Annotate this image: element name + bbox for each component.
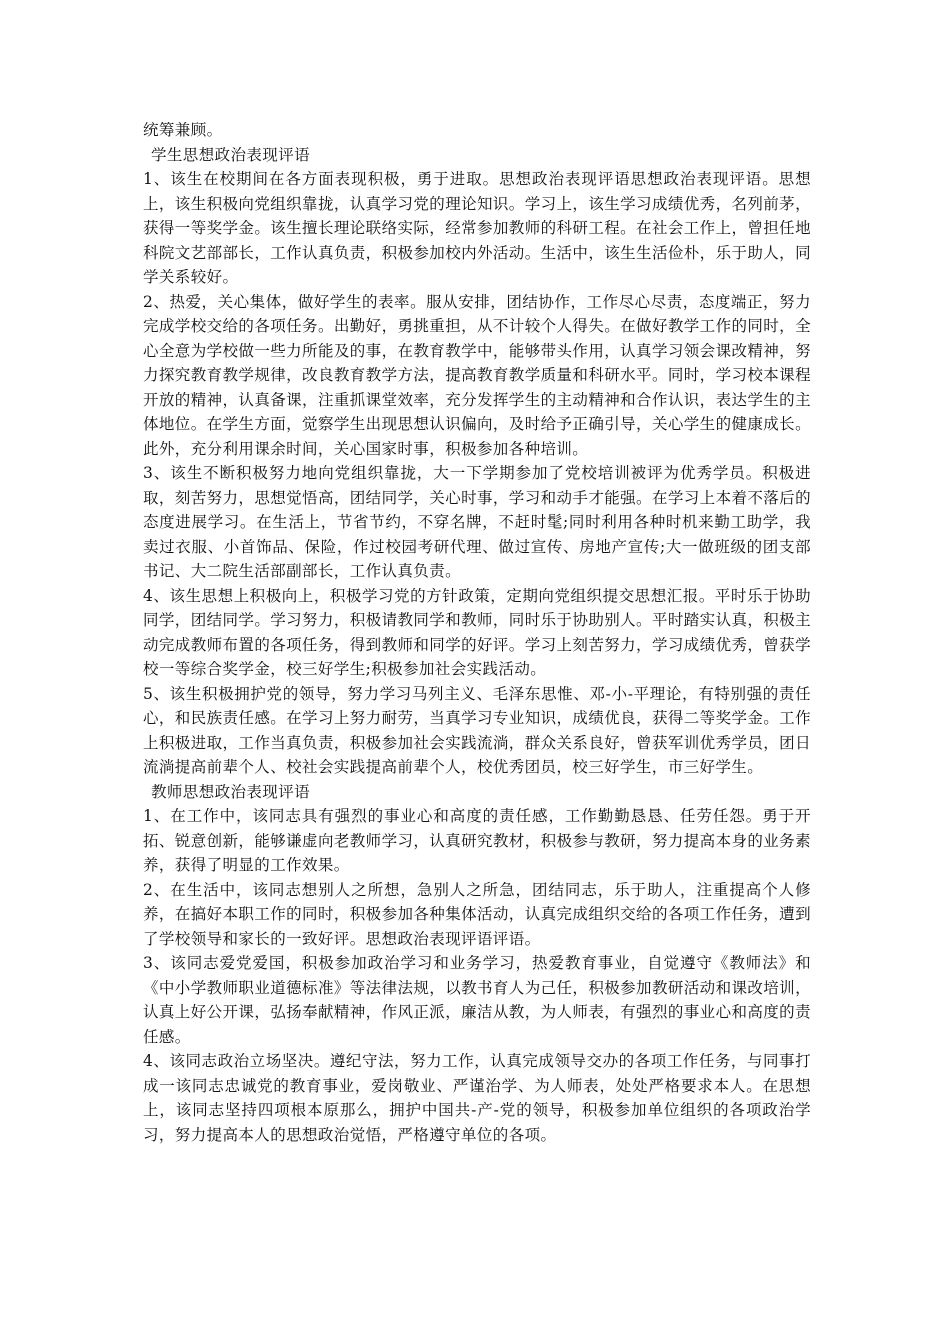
- student-comment-3: 3、该生不断积极努力地向党组织靠拢，大一下学期参加了党校培训被评为优秀学员。积极进取，刻苦努力，思想觉悟高，团结同学，关心时事，学习和动手才能强。在学习上本着不落后的态度进展学习。在生活上，节省节约，不穿名牌，不赶时髦;同时利用各种时机来勤工助学，我卖过衣服、小首饰品、保险，作过校园考研代理、做过宣传、房地产宣传;大一做班级的团支部书记、大二院生活部副部长，工作认真负责。: [143, 464, 811, 580]
- student-section-heading: 学生思想政治表现评语: [151, 145, 311, 164]
- intro-fragment: 统筹兼顾。: [143, 121, 223, 139]
- student-comment-5: 5、该生积极拥护党的领导，努力学习马列主义、毛泽东思惟、邓-小-平理论，有特别强的责任心，和民族责任感。在学习上努力耐劳，当真学习专业知识，成绩优良，获得二等奖学金。工作上积极进取，工作当真负责，积极参加社会实践流淌，群众关系良好，曾获军训优秀学员，团日流淌提高前辈个人、校社会实践提高前辈个人，校优秀团员，校三好学生，市三好学生。: [143, 684, 811, 776]
- teacher-comment-1: 1、在工作中，该同志具有强烈的事业心和高度的责任感，工作勤勤恳恳、任劳任怨。勇于开拓、锐意创新，能够谦虚向老教师学习，认真研究教材，积极参与教研，努力提高本身的业务素养，获得了明显的工作效果。: [143, 807, 811, 874]
- teacher-comment-2: 2、在生活中，该同志想别人之所想，急别人之所急，团结同志，乐于助人，注重提高个人修养，在搞好本职工作的同时，积极参加各种集体活动，认真完成组织交给的各项工作任务，遭到了学校领导和家长的一致好评。思想政治表现评语评语。: [143, 880, 811, 948]
- student-comment-1: 1、该生在校期间在各方面表现积极，勇于进取。思想政治表现评语思想政治表现评语。思想上，该生积极向党组织靠拢，认真学习党的理论知识。学习上，该生学习成绩优秀，名列前茅，获得一等奖学金。该生擅长理论联络实际，经常参加教师的科研工程。在社会工作上，曾担任地科院文艺部部长，工作认真负责，积极参加校内外活动。生活中，该生生活俭朴，乐于助人，同学关系较好。: [143, 170, 811, 286]
- teacher-comment-3: 3、该同志爱党爱国，积极参加政治学习和业务学习，热爱教育事业，自觉遵守《教师法》和《中小学教师职业道德标准》等法律法规，以教书育人为己任，积极参加教研活动和课改培训，认真上好公开课，弘扬奉献精神，作风正派，廉洁从教，为人师表，有强烈的事业心和高度的责任感。: [143, 954, 811, 1046]
- teacher-section-heading: 教师思想政治表现评语: [151, 782, 311, 801]
- student-comment-4: 4、该生思想上积极向上，积极学习党的方针政策，定期向党组织提交思想汇报。平时乐于协助同学，团结同学。学习努力，积极请教同学和教师，同时乐于协助别人。平时踏实认真，积极主动完成教师布置的各项任务，得到教师和同学的好评。学习上刻苦努力，学习成绩优秀，曾获学校一等综合奖学金，校三好学生;积极参加社会实践活动。: [143, 586, 811, 678]
- document-body: [143, 118, 811, 1147]
- student-comment-2: 2、热爱，关心集体，做好学生的表率。服从安排，团结协作，工作尽心尽责，态度端正，努力完成学校交给的各项任务。出勤好，勇挑重担，从不计较个人得失。在做好教学工作的同时，全心全意为学校做一些力所能及的事，在教育教学中，能够带头作用，认真学习领会课改精神，努力探究教育教学规律，改良教育教学方法，提高教育教学质量和科研水平。同时，学习校本课程开放的精神，认真备课，注重抓课堂效率，充分发挥学生的主动精神和合作认识，表达学生的主体地位。在学生方面，觉察学生出现思想认识偏向，及时给予正确引导，关心学生的健康成长。此外，充分利用课余时间，关心国家时事，积极参加各种培训。: [143, 292, 811, 458]
- teacher-comment-4: 4、该同志政治立场坚决。遵纪守法，努力工作，认真完成领导交办的各项工作任务，与同事打成一该同志忠诚党的教育事业，爱岗敬业、严谨治学、为人师表，处处严格要求本人。在思想上，该同志坚持四项根本原那么，拥护中国共-产-党的领导，积极参加单位组织的各项政治学习，努力提高本人的思想政治觉悟，严格遵守单位的各项。: [143, 1052, 811, 1144]
